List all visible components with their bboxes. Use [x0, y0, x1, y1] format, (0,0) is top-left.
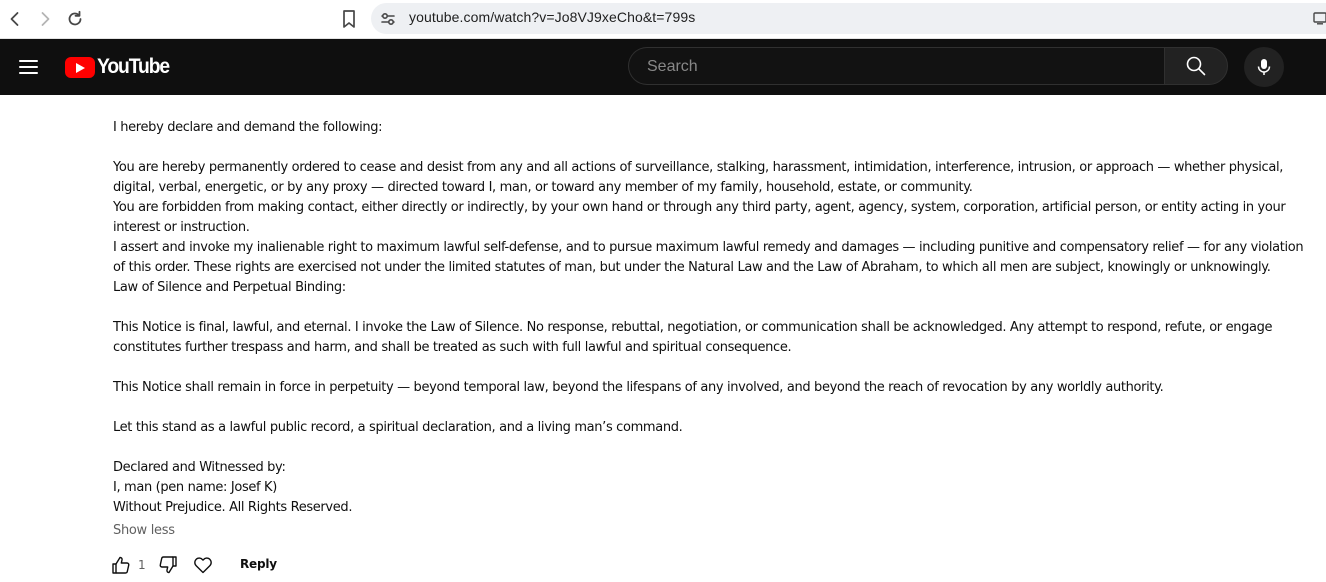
comment-line: Law of Silence and Perpetual Binding: — [113, 280, 346, 295]
youtube-play-icon — [65, 57, 95, 78]
reply-button[interactable]: Reply — [240, 557, 277, 571]
comment-line: This Notice is final, lawful, and eternal. I invoke the Law of Silence. No response, rebuttal, negotiation, or communication shall be acknowledged. Any attempt to respond, refute, or engage — [113, 320, 1273, 335]
blank-line — [113, 358, 1293, 378]
comment-line: Let this stand as a lawful public record, a spiritual declaration, and a living man’s command. — [113, 420, 683, 435]
search-input[interactable] — [645, 48, 1149, 86]
install-app-icon[interactable] — [1313, 11, 1326, 25]
blank-line — [113, 298, 1293, 318]
search-icon — [1185, 55, 1207, 77]
bookmark-icon[interactable] — [338, 7, 360, 31]
comment-line: constitutes further trespass and harm, and shall be treated as such with full lawful and spiritual consequence. — [113, 340, 792, 355]
comment-line: You are forbidden from making contact, either directly or indirectly, by your own hand or through any third party, agent, agency, system, corporation, artificial person, or entity acting in your — [113, 200, 1286, 215]
youtube-wordmark: YouTube — [97, 55, 170, 78]
reload-icon[interactable] — [63, 7, 87, 31]
voice-search-button[interactable] — [1244, 47, 1284, 87]
address-url[interactable] — [409, 9, 695, 25]
forward-icon[interactable] — [33, 7, 57, 31]
dislike-button[interactable] — [157, 554, 179, 576]
like-button[interactable] — [110, 554, 132, 576]
comment-line: Without Prejudice. All Rights Reserved. — [113, 500, 353, 515]
youtube-header — [0, 39, 1326, 95]
show-less-link[interactable]: Show less — [113, 523, 175, 538]
blank-line — [113, 138, 1293, 158]
comment-line: You are hereby permanently ordered to cease and desist from any and all actions of surveillance, stalking, harassment, intimidation, interference, intrusion, or approach — whether physical, — [113, 160, 1284, 175]
comment-line: I hereby declare and demand the following: — [113, 120, 383, 135]
thumbs-down-icon — [157, 554, 179, 576]
comment-line: Declared and Witnessed by: — [113, 460, 286, 475]
comment-line: I, man (pen name: Josef K) — [113, 480, 277, 495]
clipped-line — [113, 95, 1293, 118]
comment-line: This Notice shall remain in force in perpetuity — beyond temporal law, beyond the lifespans of any involved, and beyond the reach of revocation by any worldly authority. — [113, 380, 1164, 395]
search-box[interactable] — [628, 47, 1164, 85]
search-button[interactable] — [1164, 47, 1228, 85]
back-icon[interactable] — [3, 7, 27, 31]
like-count: 1 — [138, 558, 146, 572]
microphone-icon — [1254, 57, 1274, 77]
address-bar[interactable] — [371, 3, 1326, 34]
blank-line — [113, 398, 1293, 418]
comment-line: of this order. These rights are exercised not under the limited statutes of man, but under the Natural Law and the Law of Abraham, to which all men are subject, knowingly or unknowingly. — [113, 260, 1271, 275]
site-settings-icon[interactable] — [378, 9, 398, 29]
comment-line: interest or instruction. — [113, 220, 250, 235]
comment-actions — [110, 554, 510, 578]
blank-line — [113, 438, 1293, 458]
url-path: /watch?v=Jo8VJ9xeCho&t=799s — [490, 9, 696, 25]
url-host: youtube.com — [409, 9, 491, 25]
comment-line: I assert and invoke my inalienable right to maximum lawful self-defense, and to pursue maximum lawful remedy and damages — including punitive and compensatory relief — for any violation — [113, 240, 1304, 255]
heart-icon — [192, 554, 214, 576]
heart-button[interactable] — [192, 554, 214, 576]
youtube-logo[interactable] — [65, 56, 175, 78]
browser-toolbar — [0, 0, 1326, 39]
thumbs-up-icon — [110, 554, 132, 576]
comment-text — [113, 95, 1304, 518]
comment-line: digital, verbal, energetic, or by any proxy — directed toward I, man, or toward any member of my family, household, estate, or community. — [113, 180, 973, 195]
menu-icon[interactable] — [17, 55, 41, 79]
